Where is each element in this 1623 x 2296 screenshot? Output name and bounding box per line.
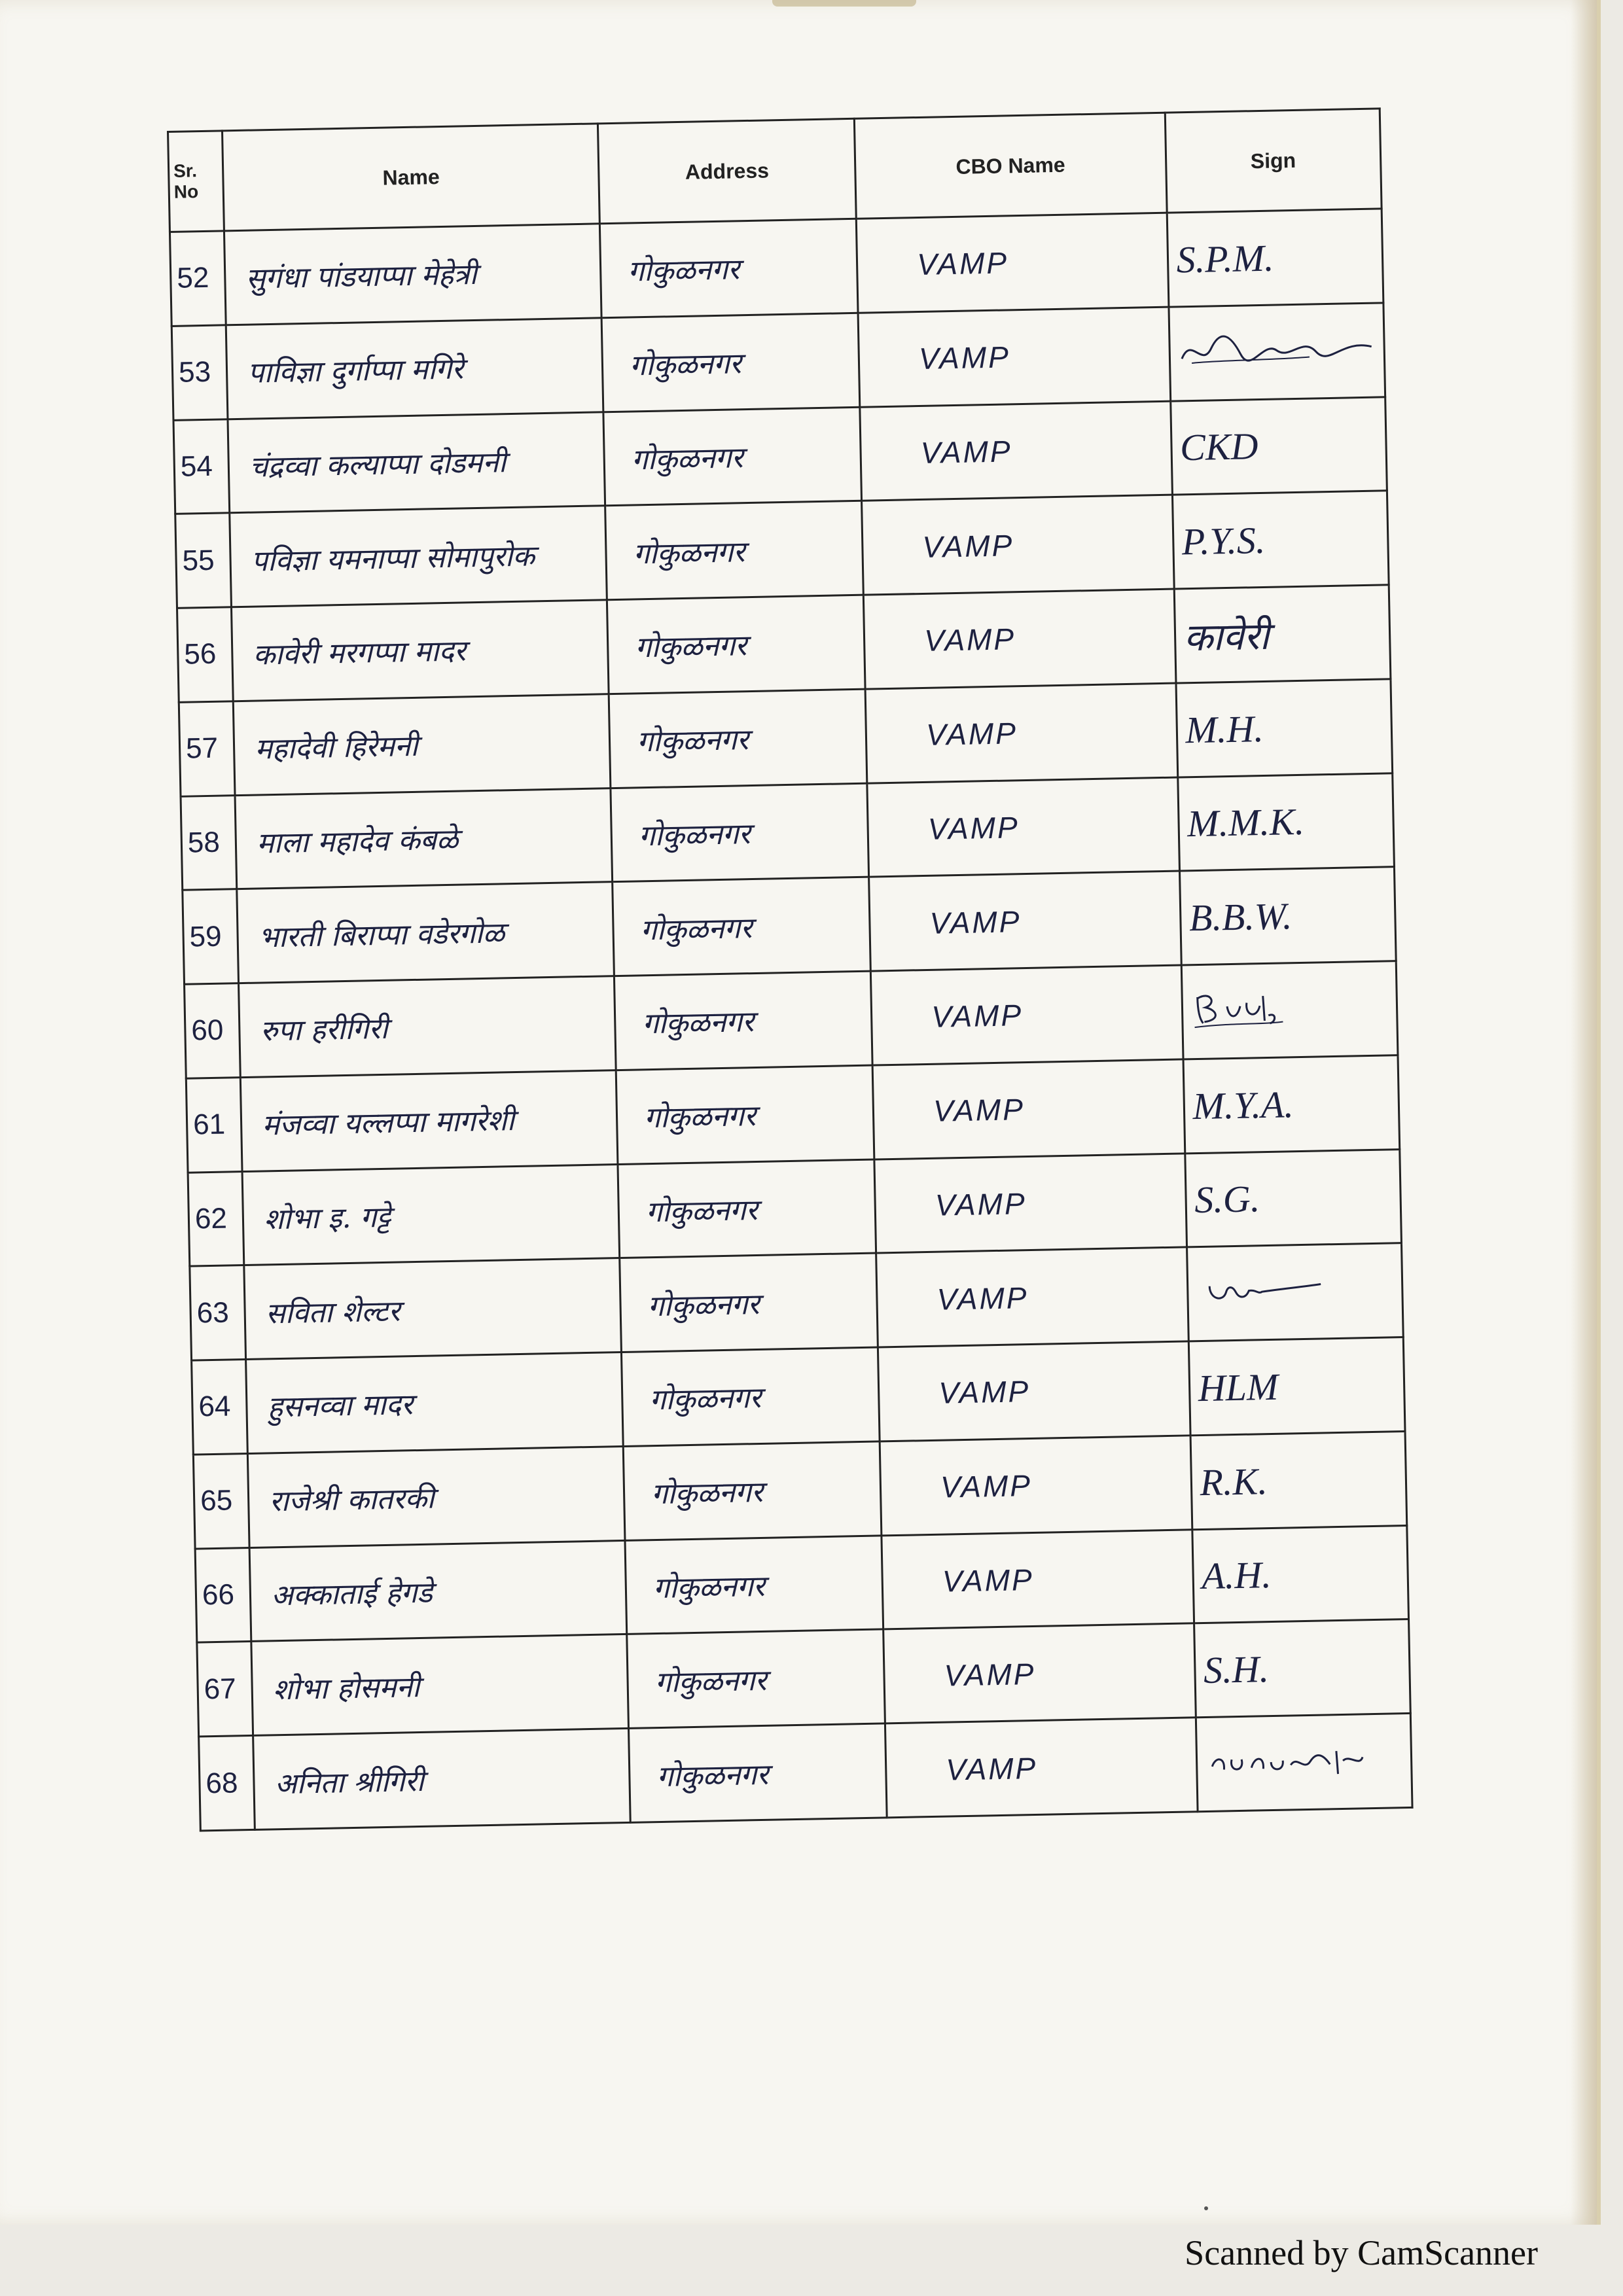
cell-address: गोकुळनगर xyxy=(611,783,869,882)
cell-name: राजेश्री कातरकी xyxy=(248,1446,626,1547)
cell-sign: P.Y.S. xyxy=(1172,491,1389,589)
cell-sign: R.K. xyxy=(1190,1431,1407,1529)
signature-scribble xyxy=(1205,1733,1402,1783)
cell-name: पविज्ञा यमनाप्पा सोमापुरोक xyxy=(230,506,607,607)
cell-sign: M.M.K. xyxy=(1177,773,1394,871)
attendance-table xyxy=(167,107,1414,1831)
cell-address: गोकुळनगर xyxy=(613,877,871,976)
cell-cbo-name: VAMP xyxy=(856,213,1168,313)
cell-address: गोकुळनगर xyxy=(618,1159,876,1258)
cell-sign xyxy=(1196,1713,1412,1811)
cell-name: पाविज्ञा दुर्गाप्पा मगिरे xyxy=(226,318,603,419)
cell-name: सुगंधा पांडयाप्पा मेहेत्री xyxy=(224,224,602,325)
header-sr-no: Sr. No xyxy=(168,131,224,232)
smudge-mark xyxy=(772,0,916,7)
cell-sign xyxy=(1186,1243,1403,1341)
cell-name: महादेवी हिरेमनी xyxy=(233,694,611,795)
cell-address: गोकुळनगर xyxy=(603,407,862,506)
cell-cbo-name: VAMP xyxy=(880,1436,1192,1536)
cell-sign xyxy=(1181,961,1398,1059)
cell-sr-no: 67 xyxy=(197,1642,253,1737)
cell-address: गोकुळनगर xyxy=(615,971,873,1070)
cell-cbo-name: VAMP xyxy=(872,1059,1185,1159)
header-cbo-name: CBO Name xyxy=(854,113,1166,219)
cell-sign: S.H. xyxy=(1194,1619,1410,1718)
cell-sr-no: 63 xyxy=(190,1265,246,1360)
cell-address: गोकुळनगर xyxy=(627,1629,885,1728)
cell-sr-no: 61 xyxy=(186,1077,242,1172)
cell-address: गोकुळनगर xyxy=(620,1253,878,1352)
cell-sr-no: 65 xyxy=(193,1453,249,1548)
cell-cbo-name: VAMP xyxy=(870,965,1183,1065)
cell-address: गोकुळनगर xyxy=(601,313,860,412)
cell-address: गोकुळनगर xyxy=(607,595,866,694)
page-edge-shadow xyxy=(1571,0,1597,2225)
cell-sign: CKD xyxy=(1170,397,1387,495)
cell-sr-no: 55 xyxy=(175,513,232,608)
cell-sign: M.Y.A. xyxy=(1183,1055,1400,1153)
cell-cbo-name: VAMP xyxy=(878,1341,1190,1441)
cell-name: अक्काताई हेगडे xyxy=(249,1540,627,1642)
ink-dot xyxy=(1204,2206,1208,2210)
cell-sr-no: 62 xyxy=(188,1171,244,1266)
cell-sr-no: 66 xyxy=(195,1547,251,1642)
cell-address: गोकुळनगर xyxy=(629,1723,887,1822)
cell-name: सविता शेल्टर xyxy=(244,1258,622,1360)
cell-sr-no: 56 xyxy=(177,607,234,702)
cell-cbo-name: VAMP xyxy=(863,589,1175,689)
header-address: Address xyxy=(598,118,857,223)
cell-name: मंजव्वा यल्लप्पा मागरेशी xyxy=(241,1070,618,1171)
cell-name: चंद्रव्वा कल्याप्पा दोडमनी xyxy=(228,412,605,513)
cell-cbo-name: VAMP xyxy=(858,307,1170,407)
cell-cbo-name: VAMP xyxy=(860,401,1172,501)
cell-cbo-name: VAMP xyxy=(862,495,1174,595)
signature-scribble xyxy=(1190,982,1322,1031)
cell-address: गोकुळनगर xyxy=(616,1065,874,1164)
cell-address: गोकुळनगर xyxy=(625,1535,883,1634)
cell-sign: A.H. xyxy=(1192,1525,1408,1623)
cell-sr-no: 59 xyxy=(183,889,239,984)
cell-cbo-name: VAMP xyxy=(883,1623,1196,1723)
cell-sr-no: 53 xyxy=(171,325,228,420)
cell-sr-no: 68 xyxy=(199,1735,255,1831)
cell-name: माला महादेव कंबळे xyxy=(235,788,613,889)
cell-sign: कावेरी xyxy=(1174,585,1391,683)
scanner-watermark: Scanned by CamScanner xyxy=(1185,2233,1538,2272)
cell-address: गोकुळनगर xyxy=(622,1347,880,1446)
header-sign: Sign xyxy=(1165,109,1382,213)
cell-cbo-name: VAMP xyxy=(865,683,1177,783)
cell-name: कावेरी मरगप्पा मादर xyxy=(232,600,609,701)
signature-scribble xyxy=(1177,319,1374,376)
cell-sign xyxy=(1169,303,1385,401)
cell-sr-no: 57 xyxy=(179,701,235,796)
cell-sign: M.H. xyxy=(1176,679,1393,777)
cell-cbo-name: VAMP xyxy=(874,1153,1186,1253)
cell-address: गोकुळनगर xyxy=(609,689,867,788)
signature-scribble xyxy=(1196,1264,1327,1313)
cell-sign: S.P.M. xyxy=(1167,209,1383,307)
cell-cbo-name: VAMP xyxy=(885,1718,1198,1818)
cell-name: शोभा इ. गट्टे xyxy=(242,1164,620,1265)
cell-sr-no: 54 xyxy=(173,419,230,514)
cell-address: गोकुळनगर xyxy=(623,1441,882,1540)
cell-sign: S.G. xyxy=(1185,1149,1401,1247)
cell-cbo-name: VAMP xyxy=(876,1247,1188,1347)
cell-name: शोभा होसमनी xyxy=(251,1634,629,1736)
cell-address: गोकुळनगर xyxy=(605,501,864,599)
header-name: Name xyxy=(223,124,600,231)
cell-sr-no: 58 xyxy=(181,795,237,890)
cell-name: अनिता श्रीगिरी xyxy=(253,1728,631,1829)
cell-address: गोकुळनगर xyxy=(599,219,858,317)
cell-cbo-name: VAMP xyxy=(882,1529,1194,1629)
cell-name: हुसनव्वा मादर xyxy=(246,1352,624,1454)
cell-sr-no: 60 xyxy=(185,983,241,1078)
cell-sign: B.B.W. xyxy=(1179,867,1396,965)
cell-name: भारती बिराप्पा वडेरगोळ xyxy=(237,882,615,983)
cell-sr-no: 64 xyxy=(192,1360,248,1455)
cell-sr-no: 52 xyxy=(169,231,226,326)
cell-cbo-name: VAMP xyxy=(869,871,1181,971)
cell-name: रुपा हरीगिरी xyxy=(239,976,616,1078)
cell-sign: HLM xyxy=(1188,1337,1405,1436)
cell-cbo-name: VAMP xyxy=(867,777,1179,877)
